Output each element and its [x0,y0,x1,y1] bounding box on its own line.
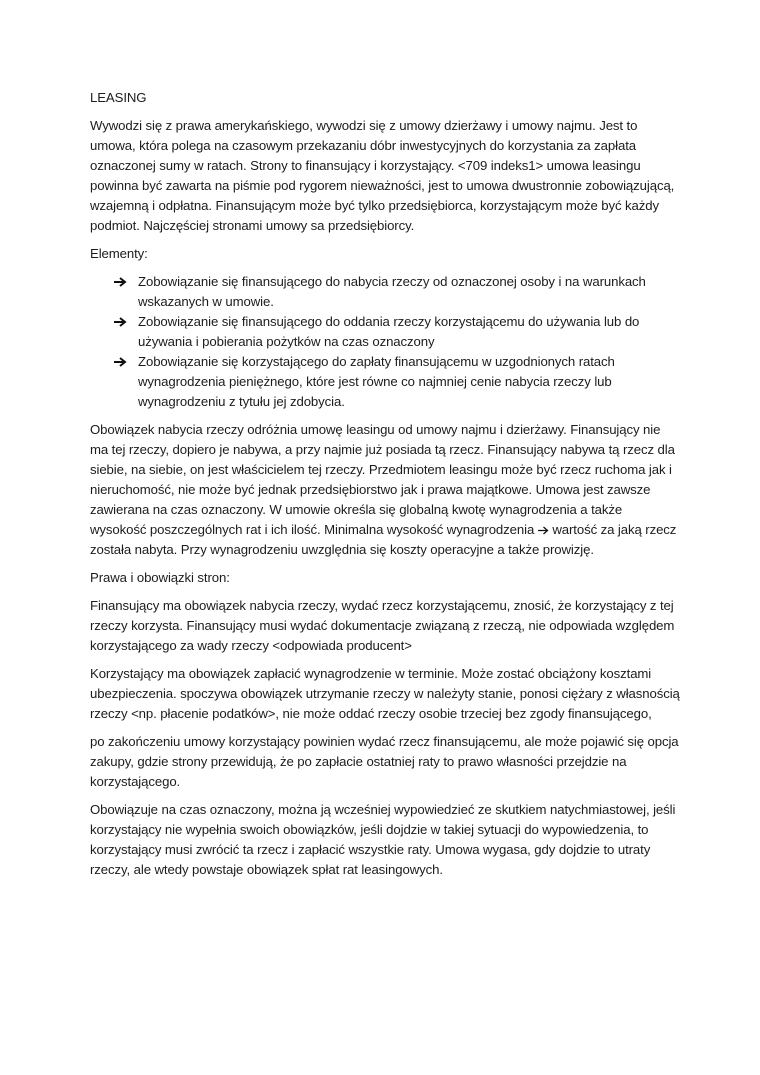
list-item-text: Zobowiązanie się korzystającego do zapłaty finansującemu w uzgodnionych ratach wynagrodzenia pieniężnego, które jest równe co najmniej cenie nabycia rzeczy lub wynagrodzeniu z tytułu jej zdobycia. [138,354,615,409]
list-item [114,352,680,412]
obligation-text-part2: wartość za jaką rzecz została nabyta. Przy wynagrodzeniu uwzględnia się koszty operacyjne a także prowizję. [90,522,677,557]
document-title: LEASING [90,90,147,105]
list-item-text: Zobowiązanie się finansującego do oddania rzeczy korzystającemu do używania lub do używania i pobierania pożytków na czas oznaczony [138,314,640,349]
rights-heading: Prawa i obowiązki stron: [90,570,230,585]
list-item [114,312,680,352]
termination-paragraph: Obowiązuje na czas oznaczony, można ją wcześniej wypowiedzieć ze skutkiem natychmiastowej, jeśli korzystający nie wypełnia swoich obowiązków, jeśli dojdzie w takiej sytuacji do wypowiedzenia, to korzystający musi zwrócić ta rzecz i zapłacić wszystkie raty. Umowa wygasa, gdy dojdzie to utraty rzeczy, ale wtedy powstaje obowiązek spłat rat leasingowych. [90,802,676,877]
document-page [90,88,680,888]
arrow-right-icon [114,277,127,287]
arrow-right-icon [538,526,549,535]
financing-paragraph: Finansujący ma obowiązek nabycia rzeczy, wydać rzecz korzystającemu, znosić, że korzystający z tej rzeczy korzysta. Finansujący musi wydać dokumentacje związaną z rzeczą, nie odpowiada względem korzystającego za wady rzeczy <odpowiada producent> [90,598,675,653]
elements-list [90,272,680,412]
arrow-right-icon [114,357,127,367]
obligation-text-part1: Obowiązek nabycia rzeczy odróżnia umowę leasingu od umowy najmu i dzierżawy. Finansujący nie ma tej rzeczy, dopiero je nabywa, a przy najmie już posiada tą rzecz. Finansujący nabywa tą rzecz dla siebie, na siebie, on jest właścicielem tej rzeczy. Przedmiotem leasingu może być rzecz ruchoma jak i nieruchomość, nie może być jednak przedsiębiorstwo jak i prawa majątkowe. Umowa jest zawsze zawierana na czas oznaczony. W umowie określa się globalną kwotę wynagrodzenia a także wysokość poszczególnych rat i ich ilość. Minimalna wysokość wynagrodzenia [90,422,675,537]
user-paragraph: Korzystający ma obowiązek zapłacić wynagrodzenie w terminie. Może zostać obciążony kosztami ubezpieczenia. spoczywa obowiązek utrzymanie rzeczy w należyty stanie, ponosi ciężary z własnością rzeczy <np. płacenie podatków>, nie może oddać rzeczy osobie trzeciej bez zgody finansującego, [90,666,680,721]
arrow-right-icon [114,317,127,327]
elements-heading: Elementy: [90,246,148,261]
intro-paragraph: Wywodzi się z prawa amerykańskiego, wywodzi się z umowy dzierżawy i umowy najmu. Jest to umowa, która polega na czasowym przekazaniu dóbr inwestycyjnych do korzystania za zapłata oznaczonej sumy w ratach. Strony to finansujący i korzystający. <709 indeks1> umowa leasingu powinna być zawarta na piśmie pod rygorem nieważności, jest to umowa dwustronnie zobowiązującą, wzajemną i odpłatna. Finansującym może być tylko przedsiębiorca, korzystającym może być każdy podmiot. Najczęściej stronami umowy sa przedsiębiorcy. [90,118,675,233]
list-item [114,272,680,312]
obligation-paragraph [90,420,680,560]
end-of-contract-paragraph: po zakończeniu umowy korzystający powinien wydać rzecz finansującemu, ale może pojawić się opcja zakupy, gdzie strony przewidują, że po zapłacie ostatniej raty to prawo własności przejdzie na korzystającego. [90,734,679,789]
list-item-text: Zobowiązanie się finansującego do nabycia rzeczy od oznaczonej osoby i na warunkach wskazanych w umowie. [138,274,646,309]
